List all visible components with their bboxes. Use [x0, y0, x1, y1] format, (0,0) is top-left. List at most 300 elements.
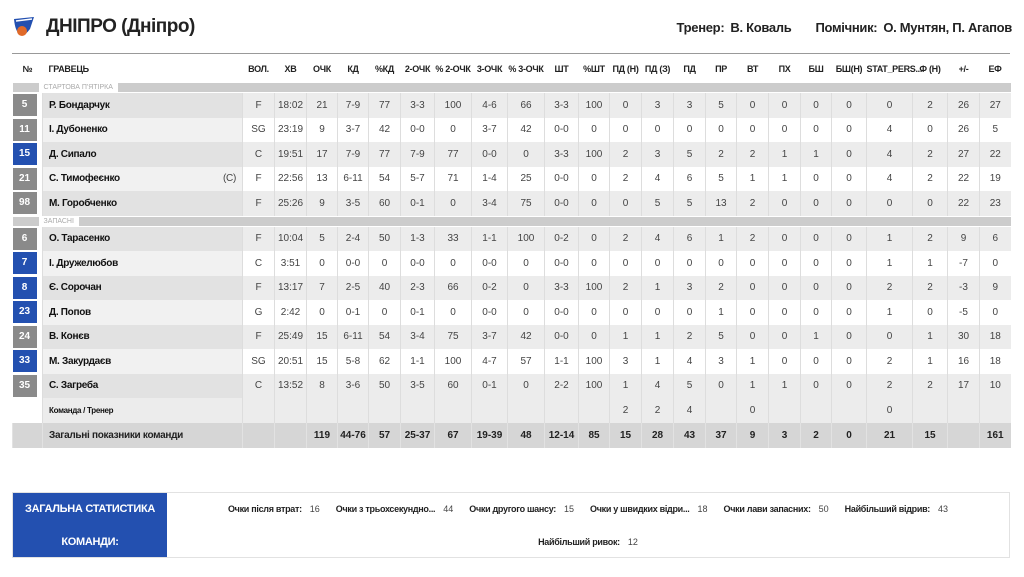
stat-cell: 21 [867, 423, 913, 448]
column-header[interactable]: %КД [374, 64, 394, 74]
stat-cell: 100 [435, 349, 472, 374]
team-stats-title [13, 493, 167, 557]
player-number-badge: 21 [13, 168, 37, 190]
stat-cell: 0 [801, 227, 832, 252]
player-number-cell [13, 191, 43, 216]
stat-cell: 0 [508, 142, 545, 167]
stat-cell: 0 [832, 167, 867, 192]
stat-cell: 1 [642, 325, 674, 350]
stat-cell: 0-1 [338, 300, 369, 325]
column-header[interactable]: % 2-ОЧК [435, 64, 471, 74]
stat-cell: 1 [867, 300, 913, 325]
player-row[interactable] [13, 325, 1011, 350]
stat-cell: 1-1 [401, 349, 435, 374]
stat-cell: 0 [435, 300, 472, 325]
column-header[interactable]: Ф (Н) [919, 64, 941, 74]
stat-cell: 0 [769, 251, 801, 276]
stat-cell: 25:26 [275, 191, 307, 216]
stat-cell: 3 [674, 276, 706, 301]
stat-cell [508, 398, 545, 423]
team-stat-label: Найбільший відрив: [844, 504, 930, 514]
divider [12, 53, 1010, 54]
stat-cell: 0 [913, 191, 948, 216]
player-row[interactable] [13, 227, 1011, 252]
player-row[interactable] [13, 374, 1011, 399]
stat-cell: 5-8 [338, 349, 369, 374]
stat-cell: 0 [737, 300, 769, 325]
totals-label: Загальні показники команди [43, 423, 243, 448]
stat-cell: 2-4 [338, 227, 369, 252]
stat-cell: 2 [610, 398, 642, 423]
stat-cell: 0 [769, 191, 801, 216]
empty-cell [13, 398, 43, 423]
player-number-cell [13, 276, 43, 301]
stat-cell: 0 [801, 374, 832, 399]
assistant-names: О. Мунтян, П. Агапов [883, 19, 1012, 35]
stat-cell: 2 [642, 398, 674, 423]
stat-cell: 0 [508, 300, 545, 325]
stat-cell: -5 [948, 300, 980, 325]
stat-cell: 0 [642, 300, 674, 325]
player-number-badge: 5 [13, 94, 37, 116]
stat-cell: 19:51 [275, 142, 307, 167]
player-number-cell [13, 167, 43, 192]
stat-cell: 0-0 [545, 118, 579, 143]
stat-cell: 12-14 [545, 423, 579, 448]
stat-cell: 2 [867, 374, 913, 399]
coach-row-label: Команда / Тренер [43, 398, 243, 423]
stat-cell: 6 [674, 167, 706, 192]
stat-cell: 1-4 [472, 167, 508, 192]
player-name[interactable]: Д. Сипало [43, 142, 243, 167]
player-row[interactable] [13, 300, 1011, 325]
stat-cell: 1 [867, 251, 913, 276]
player-number-badge: 15 [13, 143, 37, 165]
stat-cell: 18 [980, 325, 1011, 350]
team-stat-value: 12 [627, 537, 638, 547]
column-header[interactable]: № [22, 64, 33, 74]
stat-cell: 77 [369, 93, 401, 118]
stat-cell: 1 [801, 325, 832, 350]
stat-cell: 1-1 [472, 227, 508, 252]
column-header[interactable]: ВТ [746, 64, 759, 74]
team-stat-item [845, 504, 948, 514]
stat-cell: G [243, 300, 275, 325]
player-number-cell [13, 118, 43, 143]
stat-cell: 0 [801, 349, 832, 374]
stat-cell: 3-3 [545, 93, 579, 118]
stat-cell [243, 423, 275, 448]
stat-cell: 0 [832, 300, 867, 325]
column-header[interactable]: БШ [808, 64, 824, 74]
stat-cell: 0 [769, 300, 801, 325]
stat-cell: 0 [307, 300, 338, 325]
column-header[interactable]: БШ(Н) [835, 64, 863, 74]
assistant-label: Помічник: [815, 19, 878, 35]
stat-cell: 37 [706, 423, 737, 448]
stat-cell: 0 [674, 251, 706, 276]
stat-cell: 0 [801, 118, 832, 143]
stat-cell: 1 [610, 325, 642, 350]
stat-cell: 5 [980, 118, 1011, 143]
stat-cell: 7-9 [338, 142, 369, 167]
stat-cell: 3-4 [401, 325, 435, 350]
stat-cell: 15 [307, 349, 338, 374]
column-header[interactable]: КД [347, 64, 359, 74]
player-row[interactable] [13, 118, 1011, 143]
stat-cell: 75 [508, 191, 545, 216]
column-header[interactable]: +/- [958, 64, 969, 74]
stat-cell: 4-7 [472, 349, 508, 374]
stat-cell: C [243, 142, 275, 167]
stat-cell: 0 [769, 227, 801, 252]
stat-cell [275, 423, 307, 448]
stat-cell: 0 [913, 118, 948, 143]
stat-cell: 25-37 [401, 423, 435, 448]
team-stat-value: 43 [938, 504, 949, 514]
stat-cell: 4 [867, 118, 913, 143]
stat-cell: 2 [737, 142, 769, 167]
player-name[interactable]: В. Конєв [43, 325, 243, 350]
player-number-cell [13, 142, 43, 167]
stat-cell: 3-6 [338, 374, 369, 399]
column-header[interactable]: ПР [715, 64, 727, 74]
stat-cell: 2 [706, 276, 737, 301]
player-number-cell [13, 349, 43, 374]
stat-cell: 0 [579, 167, 610, 192]
boxscore-table [12, 56, 1011, 448]
staff-info [676, 20, 1012, 35]
stat-cell: 60 [435, 374, 472, 399]
player-row[interactable] [13, 167, 1011, 192]
team-stat-item [724, 504, 829, 514]
player-name[interactable]: М. Горобченко [43, 191, 243, 216]
stat-cell: 77 [369, 142, 401, 167]
section-title: СТАРТОВА П'ЯТІРКА [39, 84, 118, 91]
empty-cell [13, 423, 43, 448]
column-header[interactable]: ХВ [284, 64, 297, 74]
player-number-badge: 33 [13, 350, 37, 372]
stat-cell: 0 [832, 142, 867, 167]
stat-cell: 13 [706, 191, 737, 216]
team-title: ДНІПРО (Дніпро) [46, 16, 195, 37]
stat-cell: 0 [980, 251, 1011, 276]
section-bar [13, 217, 39, 226]
stat-cell: 1-3 [401, 227, 435, 252]
player-row[interactable] [13, 142, 1011, 167]
stat-cell: 0 [508, 374, 545, 399]
stat-cell: 3-3 [545, 276, 579, 301]
column-header[interactable]: % 3-ОЧК [508, 64, 544, 74]
stat-cell: 0 [642, 251, 674, 276]
player-number-badge: 7 [13, 252, 37, 274]
player-number-badge: 11 [13, 119, 37, 141]
stat-cell: 2 [737, 227, 769, 252]
team-stat-label: Очки лави запасних: [723, 504, 811, 514]
stat-cell [472, 398, 508, 423]
stat-cell [706, 398, 737, 423]
stat-cell: 0 [435, 191, 472, 216]
column-header[interactable]: ПД (Н) [612, 64, 639, 74]
stat-cell: 3-5 [401, 374, 435, 399]
stat-cell: 5 [674, 142, 706, 167]
player-row[interactable] [13, 276, 1011, 301]
stat-cell: 48 [508, 423, 545, 448]
stat-cell: 0 [610, 93, 642, 118]
stat-cell: 2 [867, 276, 913, 301]
stat-cell: 0 [832, 118, 867, 143]
player-number-badge: 98 [13, 192, 37, 214]
stat-cell: 1 [610, 374, 642, 399]
stat-cell: 54 [369, 167, 401, 192]
stat-cell: 0-0 [472, 300, 508, 325]
player-name[interactable]: О. Тарасенко [43, 227, 243, 252]
stat-cell: 0-0 [545, 191, 579, 216]
stat-cell: 33 [435, 227, 472, 252]
column-header[interactable]: ВОЛ. [248, 64, 269, 74]
player-number-badge: 35 [13, 375, 37, 397]
stat-cell: 71 [435, 167, 472, 192]
team-stats-list [167, 493, 1009, 557]
stat-cell: 0 [508, 276, 545, 301]
stat-cell: 13:17 [275, 276, 307, 301]
stat-cell: 0 [706, 118, 737, 143]
stat-cell: 18 [980, 349, 1011, 374]
stat-cell: 6-11 [338, 325, 369, 350]
player-name[interactable]: Д. Попов [43, 300, 243, 325]
column-header[interactable]: ШТ [554, 64, 569, 74]
player-row[interactable] [13, 93, 1011, 118]
player-name[interactable]: І. Дружелюбов [43, 251, 243, 276]
stat-cell: 1 [706, 300, 737, 325]
player-name[interactable]: Є. Сорочан [43, 276, 243, 301]
stat-cell: 0 [369, 300, 401, 325]
stat-cell: 2 [913, 227, 948, 252]
stat-cell: 9 [980, 276, 1011, 301]
stat-cell: 8 [307, 374, 338, 399]
stat-cell: F [243, 276, 275, 301]
player-row[interactable] [13, 251, 1011, 276]
stat-cell: 0 [737, 93, 769, 118]
stat-cell: 0-1 [472, 374, 508, 399]
stat-cell: 57 [369, 423, 401, 448]
stat-cell: 19 [980, 167, 1011, 192]
stat-cell: 54 [369, 325, 401, 350]
stat-cell: 22:56 [275, 167, 307, 192]
stat-cell: 0 [737, 276, 769, 301]
stat-cell: 60 [369, 191, 401, 216]
column-header[interactable]: %ШТ [583, 64, 605, 74]
stat-cell: 0 [579, 325, 610, 350]
stat-cell: 1 [642, 276, 674, 301]
stat-cell: 0 [508, 251, 545, 276]
stat-cell: 0 [435, 118, 472, 143]
stat-cell: 0 [867, 191, 913, 216]
team-stat-item [336, 504, 453, 514]
stat-cell: 17 [948, 374, 980, 399]
stat-cell: 3-7 [472, 325, 508, 350]
stat-cell: 0 [980, 300, 1011, 325]
stat-cell: 0 [737, 398, 769, 423]
stat-cell: 9 [307, 191, 338, 216]
stat-cell: 40 [369, 276, 401, 301]
stat-cell: 3-4 [472, 191, 508, 216]
stat-cell [401, 398, 435, 423]
stat-cell: 100 [435, 93, 472, 118]
stat-cell: 5 [307, 227, 338, 252]
stat-cell: 30 [948, 325, 980, 350]
stat-cell: 0 [769, 349, 801, 374]
stat-cell: 27 [948, 142, 980, 167]
column-header[interactable]: ПД (З) [644, 64, 671, 74]
stat-cell: 0 [769, 93, 801, 118]
stat-cell: 2 [737, 191, 769, 216]
stat-cell: 0 [579, 300, 610, 325]
stat-cell: 16 [948, 349, 980, 374]
stat-cell: 2 [913, 142, 948, 167]
team-header [12, 12, 1012, 42]
stat-cell: 0 [867, 398, 913, 423]
stat-cell: 3-3 [401, 93, 435, 118]
stat-cell: 50 [369, 374, 401, 399]
stat-cell: 42 [369, 118, 401, 143]
stat-cell: 0 [769, 118, 801, 143]
stat-cell: 5 [706, 93, 737, 118]
stat-cell: 1 [737, 374, 769, 399]
column-header[interactable]: ГРАВЕЦЬ [48, 64, 89, 74]
stat-cell: 0 [832, 325, 867, 350]
stat-cell: 100 [579, 349, 610, 374]
stat-cell: 3-7 [472, 118, 508, 143]
player-name[interactable]: І. Дубоненко [43, 118, 243, 143]
stat-cell [435, 398, 472, 423]
stat-cell [275, 398, 307, 423]
stat-cell: 43 [674, 423, 706, 448]
stat-cell: F [243, 325, 275, 350]
totals-row [13, 423, 1011, 448]
column-header[interactable]: ПД [683, 64, 696, 74]
stat-cell: 0-0 [401, 251, 435, 276]
stat-cell: 0 [307, 251, 338, 276]
stat-cell: 1 [913, 349, 948, 374]
team-stat-label: Найбільший ривок: [538, 537, 620, 547]
player-name[interactable]: Р. Бондарчук [43, 93, 243, 118]
stat-cell: 75 [435, 325, 472, 350]
stat-cell: 2:42 [275, 300, 307, 325]
stat-cell: 66 [508, 93, 545, 118]
team-stat-item [590, 504, 708, 514]
stat-cell: 0 [769, 276, 801, 301]
stat-cell: 5 [674, 191, 706, 216]
stat-cell: 1 [737, 167, 769, 192]
stat-cell: 7-9 [401, 142, 435, 167]
stat-cell: 25:49 [275, 325, 307, 350]
team-stats-title-line2: КОМАНДИ: [61, 536, 119, 548]
stat-cell: 0 [369, 251, 401, 276]
stat-cell: 4 [674, 398, 706, 423]
stat-cell: 0 [801, 251, 832, 276]
stat-cell: 4 [642, 167, 674, 192]
stat-cell: F [243, 93, 275, 118]
stat-cell: 23 [980, 191, 1011, 216]
stat-cell: 85 [579, 423, 610, 448]
stat-cell: 0 [737, 251, 769, 276]
stat-cell: 26 [948, 118, 980, 143]
stat-cell: 0-0 [338, 251, 369, 276]
player-name[interactable]: М. Закурдаєв [43, 349, 243, 374]
stat-cell: 6 [980, 227, 1011, 252]
stat-cell [307, 398, 338, 423]
stat-cell: 4 [867, 142, 913, 167]
player-name[interactable]: С. Загреба [43, 374, 243, 399]
stat-cell [338, 398, 369, 423]
section-label-cell [13, 216, 1011, 227]
stat-cell [913, 398, 948, 423]
stat-cell: 57 [508, 349, 545, 374]
stat-cell: 28 [642, 423, 674, 448]
stat-cell: 4 [642, 227, 674, 252]
stat-cell: 10 [980, 374, 1011, 399]
stat-cell: 3-5 [338, 191, 369, 216]
player-name[interactable]: С. Тимофеєнко (C) [43, 167, 243, 192]
stat-cell [243, 398, 275, 423]
stat-cell: 1 [769, 374, 801, 399]
stat-cell: 3 [769, 423, 801, 448]
stat-cell: 0 [801, 93, 832, 118]
stat-cell: 50 [369, 227, 401, 252]
team-stats-title-line1: ЗАГАЛЬНА СТАТИСТИКА [25, 503, 155, 515]
stat-cell: 0 [579, 227, 610, 252]
coach-row [13, 398, 1011, 423]
stat-cell: 7 [307, 276, 338, 301]
stat-cell: 42 [508, 325, 545, 350]
stat-cell: 0-0 [545, 251, 579, 276]
column-header[interactable]: ОЧК [313, 64, 331, 74]
stat-cell: 2 [913, 167, 948, 192]
stat-cell: 3-3 [545, 142, 579, 167]
column-header[interactable]: STAT_PERS... [866, 64, 923, 74]
stat-cell: 0 [674, 300, 706, 325]
stat-cell: 1 [642, 349, 674, 374]
stat-cell: 22 [948, 191, 980, 216]
column-header[interactable]: ПХ [778, 64, 791, 74]
stat-cell: 1 [737, 349, 769, 374]
column-header[interactable]: 3-ОЧК [476, 64, 503, 74]
stat-cell: 0-0 [545, 300, 579, 325]
stat-cell: 0-2 [472, 276, 508, 301]
section-bar [79, 217, 1011, 226]
stat-cell: 0-0 [472, 142, 508, 167]
stat-cell: 62 [369, 349, 401, 374]
player-number-cell [13, 374, 43, 399]
stat-cell: 100 [579, 276, 610, 301]
stat-cell: 1 [913, 251, 948, 276]
column-header[interactable]: 2-ОЧК [404, 64, 431, 74]
player-row[interactable] [13, 191, 1011, 216]
column-header[interactable]: ЕФ [988, 64, 1002, 74]
player-number-cell [13, 251, 43, 276]
stat-cell: 3 [706, 349, 737, 374]
stat-cell: -7 [948, 251, 980, 276]
stat-cell: 0 [832, 227, 867, 252]
stat-cell: 0 [674, 118, 706, 143]
player-row[interactable] [13, 349, 1011, 374]
stat-cell: 4-6 [472, 93, 508, 118]
stat-cell: 0 [832, 374, 867, 399]
stat-cell: 0-1 [401, 300, 435, 325]
stat-cell: 0 [706, 251, 737, 276]
stat-cell: 2-2 [545, 374, 579, 399]
